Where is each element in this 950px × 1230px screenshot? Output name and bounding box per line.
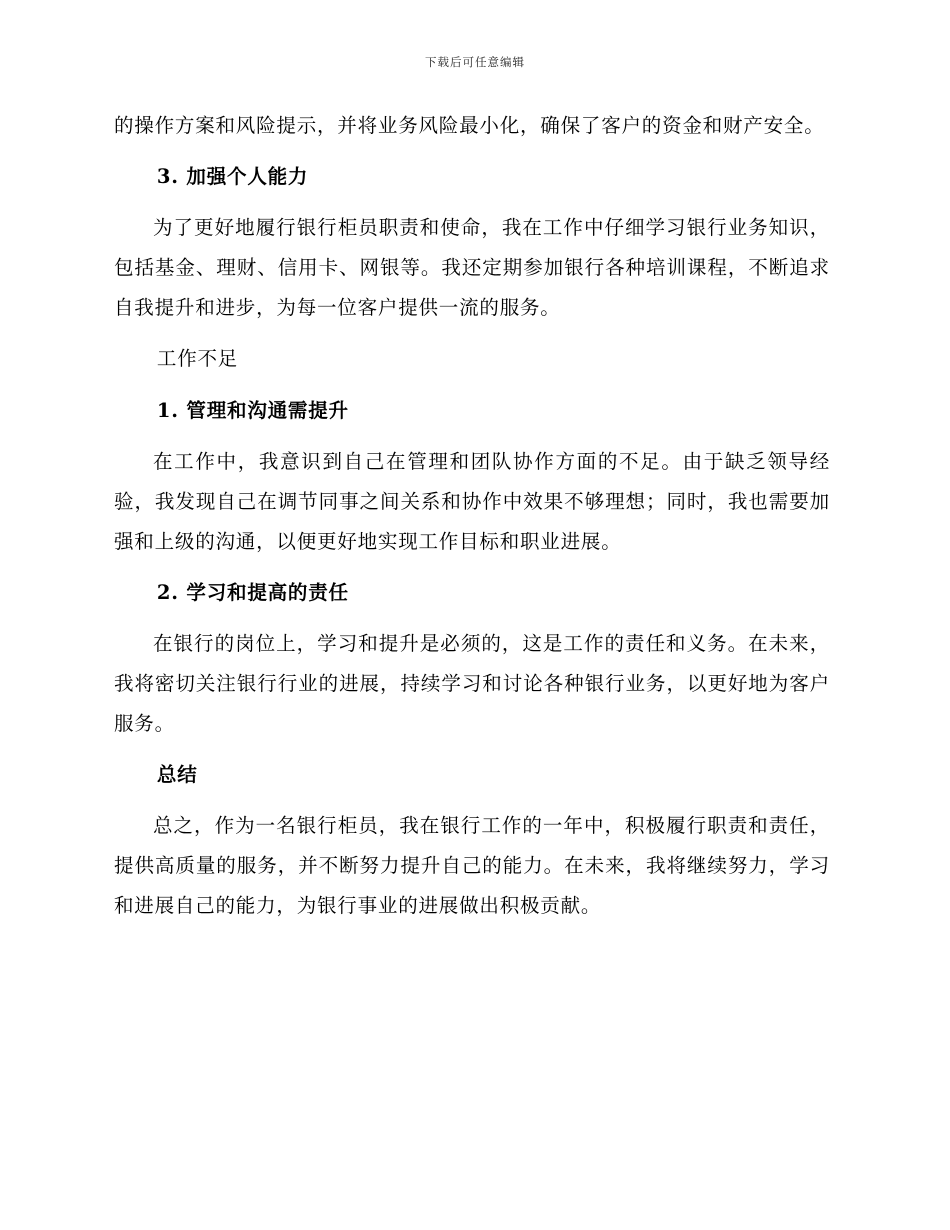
section-heading-shortcomings: 工作不足 xyxy=(156,347,239,370)
section-heading-summary: 总结 xyxy=(156,763,198,786)
paragraph-summary: 总之，作为一名银行柜员，我在银行工作的一年中，积极履行职责和责任，提供高质量的服务，并不断努力提升自己的能力。在未来，我将继续努力，学习和进展自己的能力，为银行事业的进展做出积极贡献。 xyxy=(114,814,830,917)
section-heading-strengthen-ability: 3. 加强个人能力 xyxy=(156,165,309,188)
paragraph-learning: 在银行的岗位上，学习和提升是必须的，这是工作的责任和义务。在未来，我将密切关注银行行业的进展，持续学习和讨论各种银行业务，以更好地为客户服务。 xyxy=(114,632,830,735)
section-heading-management-communication: 1. 管理和沟通需提升 xyxy=(156,399,349,422)
paragraph-ability: 为了更好地履行银行柜员职责和使命，我在工作中仔细学习银行业务知识，包括基金、理财、信用卡、网银等。我还定期参加银行各种培训课程，不断追求自我提升和进步，为每一位客户提供一流的服务。 xyxy=(114,216,830,319)
continuation-paragraph: 的操作方案和风险提示，并将业务风险最小化，确保了客户的资金和财产安全。 xyxy=(114,114,825,137)
section-heading-learning-responsibility: 2. 学习和提高的责任 xyxy=(156,581,349,604)
paragraph-management: 在工作中，我意识到自己在管理和团队协作方面的不足。由于缺乏领导经验，我发现自己在调节同事之间关系和协作中效果不够理想；同时，我也需要加强和上级的沟通，以便更好地实现工作目标和职业进展。 xyxy=(114,450,830,553)
header-note: 下载后可任意编辑 xyxy=(425,55,525,69)
document-body xyxy=(114,106,830,926)
